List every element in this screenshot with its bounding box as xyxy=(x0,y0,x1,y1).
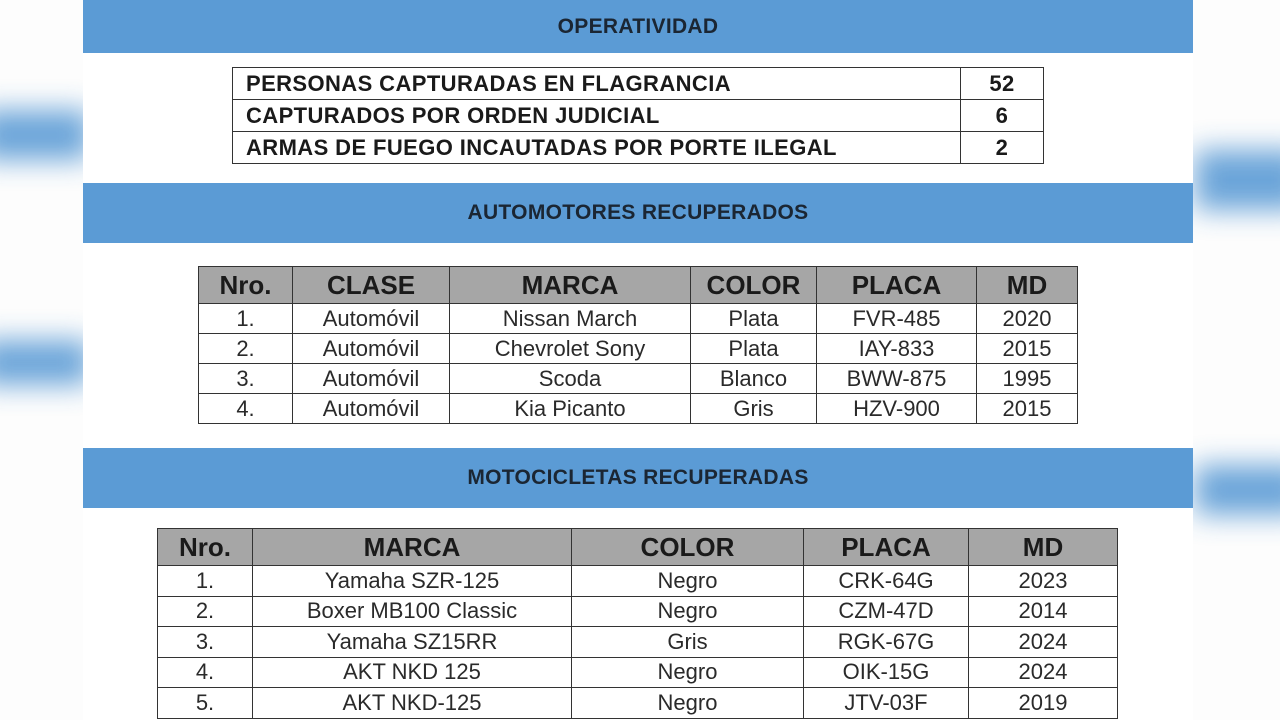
automotores-table xyxy=(198,266,1078,424)
table-cell: RGK-67G xyxy=(804,627,969,658)
column-header: CLASE xyxy=(293,267,450,304)
operatividad-value: 6 xyxy=(961,100,1044,132)
column-header: MARCA xyxy=(450,267,691,304)
table-cell: 2014 xyxy=(969,596,1118,627)
table-cell: Negro xyxy=(572,688,804,719)
table-cell: IAY-833 xyxy=(817,334,977,364)
table-cell: 2015 xyxy=(977,334,1078,364)
table-cell: AKT NKD-125 xyxy=(253,688,572,719)
table-row xyxy=(158,596,1118,627)
table-row xyxy=(158,627,1118,658)
table-cell: 3. xyxy=(199,364,293,394)
table-cell: FVR-485 xyxy=(817,304,977,334)
table-cell: Gris xyxy=(691,394,817,424)
table-cell: JTV-03F xyxy=(804,688,969,719)
table-row xyxy=(199,364,1078,394)
table-cell: BWW-875 xyxy=(817,364,977,394)
table-row xyxy=(158,566,1118,597)
table-cell: 2015 xyxy=(977,394,1078,424)
table-cell: Automóvil xyxy=(293,394,450,424)
operatividad-row xyxy=(233,132,1044,164)
column-header: PLACA xyxy=(817,267,977,304)
table-cell: 2. xyxy=(158,596,253,627)
operatividad-label: ARMAS DE FUEGO INCAUTADAS POR PORTE ILEGAL xyxy=(233,132,961,164)
table-row xyxy=(158,688,1118,719)
table-cell: Negro xyxy=(572,566,804,597)
table-cell: AKT NKD 125 xyxy=(253,657,572,688)
column-header: PLACA xyxy=(804,529,969,566)
table-cell: OIK-15G xyxy=(804,657,969,688)
motocicletas-table xyxy=(157,528,1118,719)
section-header-motocicletas: MOTOCICLETAS RECUPERADAS xyxy=(83,448,1193,508)
table-cell: 1. xyxy=(158,566,253,597)
table-cell: Automóvil xyxy=(293,364,450,394)
table-cell: 1. xyxy=(199,304,293,334)
column-header: MD xyxy=(969,529,1118,566)
table-cell: Nissan March xyxy=(450,304,691,334)
background-blur xyxy=(0,110,90,160)
table-cell: Boxer MB100 Classic xyxy=(253,596,572,627)
table-cell: 3. xyxy=(158,627,253,658)
table-cell: Kia Picanto xyxy=(450,394,691,424)
table-row xyxy=(158,657,1118,688)
table-cell: Blanco xyxy=(691,364,817,394)
table-cell: HZV-900 xyxy=(817,394,977,424)
background-blur xyxy=(0,340,90,385)
column-header: Nro. xyxy=(158,529,253,566)
table-cell: Yamaha SZR-125 xyxy=(253,566,572,597)
table-header-row xyxy=(158,529,1118,566)
table-row xyxy=(199,394,1078,424)
table-cell: 4. xyxy=(158,657,253,688)
operatividad-value: 52 xyxy=(961,68,1044,100)
operatividad-label: PERSONAS CAPTURADAS EN FLAGRANCIA xyxy=(233,68,961,100)
column-header: MD xyxy=(977,267,1078,304)
section-header-automotores: AUTOMOTORES RECUPERADOS xyxy=(83,183,1193,243)
table-cell: Negro xyxy=(572,596,804,627)
table-cell: 5. xyxy=(158,688,253,719)
operatividad-table xyxy=(232,67,1044,164)
table-cell: 2024 xyxy=(969,627,1118,658)
table-header-row xyxy=(199,267,1078,304)
operatividad-row xyxy=(233,68,1044,100)
table-cell: 2020 xyxy=(977,304,1078,334)
column-header: MARCA xyxy=(253,529,572,566)
operatividad-label: CAPTURADOS POR ORDEN JUDICIAL xyxy=(233,100,961,132)
table-row xyxy=(199,334,1078,364)
table-row xyxy=(199,304,1078,334)
section-header-operatividad: OPERATIVIDAD xyxy=(83,0,1193,53)
table-cell: 2024 xyxy=(969,657,1118,688)
table-cell: Chevrolet Sony xyxy=(450,334,691,364)
table-cell: Scoda xyxy=(450,364,691,394)
table-cell: Yamaha SZ15RR xyxy=(253,627,572,658)
table-cell: 2. xyxy=(199,334,293,364)
table-cell: Gris xyxy=(572,627,804,658)
table-cell: 2023 xyxy=(969,566,1118,597)
operatividad-row xyxy=(233,100,1044,132)
table-cell: 2019 xyxy=(969,688,1118,719)
table-cell: CRK-64G xyxy=(804,566,969,597)
table-cell: 4. xyxy=(199,394,293,424)
table-cell: Plata xyxy=(691,304,817,334)
column-header: COLOR xyxy=(691,267,817,304)
table-cell: Negro xyxy=(572,657,804,688)
background-blur xyxy=(1195,150,1280,210)
table-cell: Plata xyxy=(691,334,817,364)
table-cell: Automóvil xyxy=(293,334,450,364)
table-cell: 1995 xyxy=(977,364,1078,394)
table-cell: CZM-47D xyxy=(804,596,969,627)
table-cell: Automóvil xyxy=(293,304,450,334)
background-blur xyxy=(1195,465,1280,515)
operatividad-value: 2 xyxy=(961,132,1044,164)
column-header: COLOR xyxy=(572,529,804,566)
column-header: Nro. xyxy=(199,267,293,304)
